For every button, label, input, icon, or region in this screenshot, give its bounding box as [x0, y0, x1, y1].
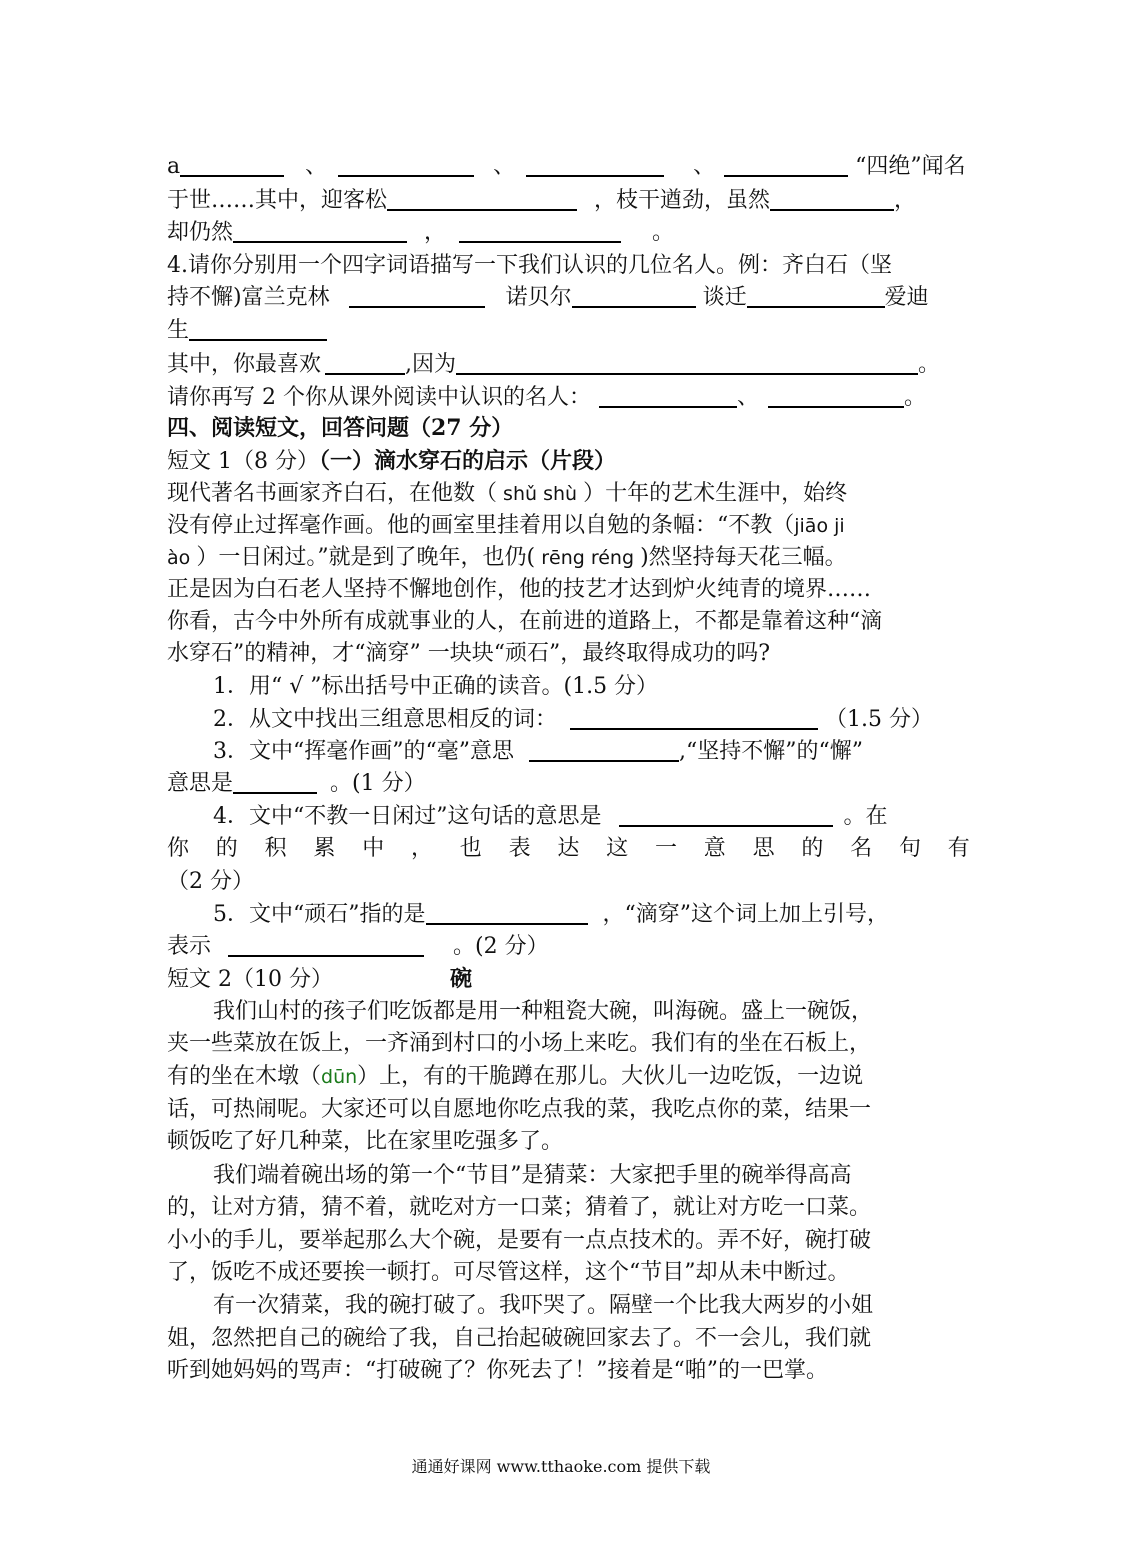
char: 一 [654, 836, 677, 861]
char: 中 [362, 836, 385, 861]
text: 3．文中“挥毫作画”的“毫”意思 [213, 739, 514, 764]
answer-blank[interactable] [233, 219, 407, 243]
answer-blank[interactable] [189, 317, 327, 341]
text: 。 [918, 352, 941, 377]
question-4-favorite [167, 349, 970, 381]
passage-line: 有一次猜菜，我的碗打破了。我吓哭了。隔壁一个比我大两岁的小姐 [213, 1293, 874, 1318]
text: 生 [167, 318, 190, 343]
answer-blank[interactable] [529, 738, 679, 762]
text: ， [894, 188, 917, 213]
answer-blank[interactable] [526, 153, 664, 177]
text: 表示 [167, 934, 212, 959]
question-4-score: （2 分） [167, 869, 254, 894]
char: 句 [898, 836, 921, 861]
text: ）上，有的干脆蹲在那儿。大伙儿一边吃饭，一边说 [357, 1064, 864, 1089]
answer-blank[interactable] [770, 187, 894, 211]
answer-blank[interactable] [768, 384, 904, 408]
text: 爱迪 [884, 285, 929, 310]
question-4-line-3 [167, 315, 970, 347]
text: 4．文中“不教一日闲过”这句话的意思是 [213, 804, 602, 829]
pinyin-option: jiāo ji [794, 515, 845, 537]
pinyin-option: shǔ shù [497, 483, 584, 505]
text: 却仍然 [167, 220, 234, 245]
passage-line: 小小的手儿，要举起那么大个碗，是要有一点点技术的。弄不好，碗打破 [167, 1228, 872, 1253]
text: “四绝”闻名 [855, 154, 966, 179]
text: 意思是 [167, 771, 234, 796]
passage-line: 我们端着碗出场的第一个“节目”是猜菜：大家把手里的碗举得高高 [213, 1163, 852, 1188]
passage-1-header [167, 445, 970, 477]
passage-line: 正是因为白石老人坚持不懈地创作，他的技艺才达到炉火纯青的境界…… [167, 577, 872, 602]
text: 。(1 分） [330, 771, 426, 796]
passage-line: 你看，古今中外所有成就事业的人，在前进的道路上，不都是靠着这种“滴 [167, 609, 883, 634]
text: 现代著名书画家齐白石，在他数（ [167, 481, 498, 506]
passage-title: 碗 [449, 966, 472, 992]
question-4-line: 4.请你分别用一个四字词语描写一下我们认识的几位名人。例：齐白石（坚 [167, 253, 892, 278]
question-4 [167, 801, 970, 833]
question-3-continued [167, 768, 970, 800]
question-4-more-names [167, 382, 970, 414]
answer-blank[interactable] [459, 219, 621, 243]
text: 、 [493, 154, 516, 179]
section-heading: 四、阅读短文，回答问题（27 分） [167, 415, 514, 441]
text: ， [424, 220, 447, 245]
text: （1.5 分） [825, 707, 933, 732]
text: 请你再写 2 个你从课外阅读中认识的名人： [167, 385, 591, 410]
text: 。 [904, 385, 927, 410]
char: 有 [947, 836, 970, 861]
text: )然坚持每天花三幅。 [640, 545, 847, 570]
pinyin-option: rēng réng [535, 547, 641, 569]
answer-blank[interactable] [570, 706, 818, 730]
answer-blank[interactable] [349, 284, 485, 308]
question-2 [167, 704, 970, 736]
char: 意 [703, 836, 726, 861]
passage-label: 短文 2（10 分） [167, 967, 333, 992]
char: 累 [313, 836, 336, 861]
answer-blank[interactable] [387, 187, 577, 211]
text: 。(2 分） [453, 934, 549, 959]
answer-blank[interactable] [233, 770, 317, 794]
passage-line: 水穿石”的精神，才“滴穿” 一块块“顽石”，最终取得成功的吗? [167, 641, 771, 666]
answer-blank[interactable] [724, 153, 848, 177]
question-4-answers [167, 282, 970, 314]
char: 积 [264, 836, 287, 861]
text: 。在 [843, 804, 888, 829]
char: ， [410, 836, 433, 861]
answer-blank[interactable] [456, 351, 918, 375]
text: 其中，你最喜欢 [167, 352, 322, 377]
text: 谈迁 [702, 285, 747, 310]
answer-blank[interactable] [599, 384, 737, 408]
text: ，“滴穿”这个词上加上引号， [602, 902, 889, 927]
text: 、 [305, 154, 328, 179]
char: 的 [801, 836, 824, 861]
passage-line [167, 478, 970, 510]
pinyin: dūn [321, 1066, 358, 1088]
text: 没有停止过挥毫作画。他的画室里挂着用以自勉的条幅：“不教（ [167, 513, 795, 538]
text: ,因为 [405, 352, 457, 377]
question-5-continued [167, 931, 970, 963]
text: ，枝干遒劲，虽然 [594, 188, 771, 213]
text: ,“坚持不懈”的“懈” [679, 739, 863, 764]
char: 达 [557, 836, 580, 861]
char: 这 [606, 836, 629, 861]
pinyin-option: ào [167, 547, 197, 569]
passage-title: （一）滴水穿石的启示（片段） [318, 448, 616, 474]
passage-line: 夹一些菜放在饭上，一齐涌到村口的小场上来吃。我们有的坐在石板上， [167, 1031, 872, 1056]
question-3 [167, 736, 970, 768]
passage-line: 话，可热闹呢。大家还可以自愿地你吃点我的菜，我吃点你的菜，结果一 [167, 1097, 872, 1122]
char: 也 [459, 836, 482, 861]
answer-blank[interactable] [619, 803, 833, 827]
text: 有的坐在木墩（ [167, 1064, 322, 1089]
text: 、 [737, 385, 760, 410]
text: a [167, 154, 181, 179]
page-footer: 通通好课网 www.tthaoke.com 提供下载 [411, 1457, 711, 1476]
text: 5．文中“顽石”指的是 [213, 902, 426, 927]
passage-line: 姐，忽然把自己的碗给了我，自己抬起破碗回家去了。不一会儿，我们就 [167, 1326, 872, 1351]
passage-line: 顿饭吃了好几种菜，比在家里吃强多了。 [167, 1129, 564, 1154]
char: 名 [850, 836, 873, 861]
answer-blank[interactable] [228, 933, 424, 957]
text: 持不懈)富兰克林 [167, 285, 330, 310]
char: 你 [167, 836, 190, 861]
text: 。 [652, 220, 675, 245]
passage-line: 听到她妈妈的骂声：“打破碗了？你死去了！”接着是“啪”的一巴掌。 [167, 1358, 828, 1383]
answer-blank[interactable] [572, 284, 696, 308]
text: ）十年的艺术生涯中，始终 [583, 481, 848, 506]
passage-label: 短文 1（8 分） [167, 449, 319, 474]
passage-line: 了，饭吃不成还要挨一顿打。可尽管这样，这个“节目”却从未中断过。 [167, 1260, 850, 1285]
question-4-spread-line [167, 833, 970, 865]
passage-line [167, 510, 970, 542]
answer-blank[interactable] [338, 153, 474, 177]
answer-blank[interactable] [747, 284, 885, 308]
char: 的 [215, 836, 238, 861]
passage-line: 的，让对方猜，猜不着，就吃对方一口菜；猜着了，就让对方吃一口菜。 [167, 1195, 872, 1220]
answer-blank[interactable] [426, 901, 588, 925]
text: 诺贝尔 [505, 285, 572, 310]
text: 于世……其中，迎客松 [167, 188, 388, 213]
text: 、 [693, 154, 716, 179]
question-5 [167, 899, 970, 931]
char: 思 [752, 836, 775, 861]
answer-blank[interactable] [180, 153, 284, 177]
fill-line-3 [167, 217, 970, 249]
passage-line: 我们山村的孩子们吃饭都是用一种粗瓷大碗，叫海碗。盛上一碗饭， [213, 999, 874, 1024]
question-1: 1．用“ √ ”标出括号中正确的读音。(1.5 分） [213, 674, 659, 699]
fill-line-2 [167, 185, 970, 217]
passage-2-header [167, 963, 970, 995]
answer-blank[interactable] [325, 351, 405, 375]
passage-line [167, 542, 970, 574]
text: 2．从文中找出三组意思相反的词： [213, 707, 557, 732]
passage-line [167, 1061, 970, 1093]
fill-line-1 [167, 151, 970, 183]
char: 表 [508, 836, 531, 861]
text: ）一日闲过。”就是到了晚年，也仍( [196, 545, 536, 570]
